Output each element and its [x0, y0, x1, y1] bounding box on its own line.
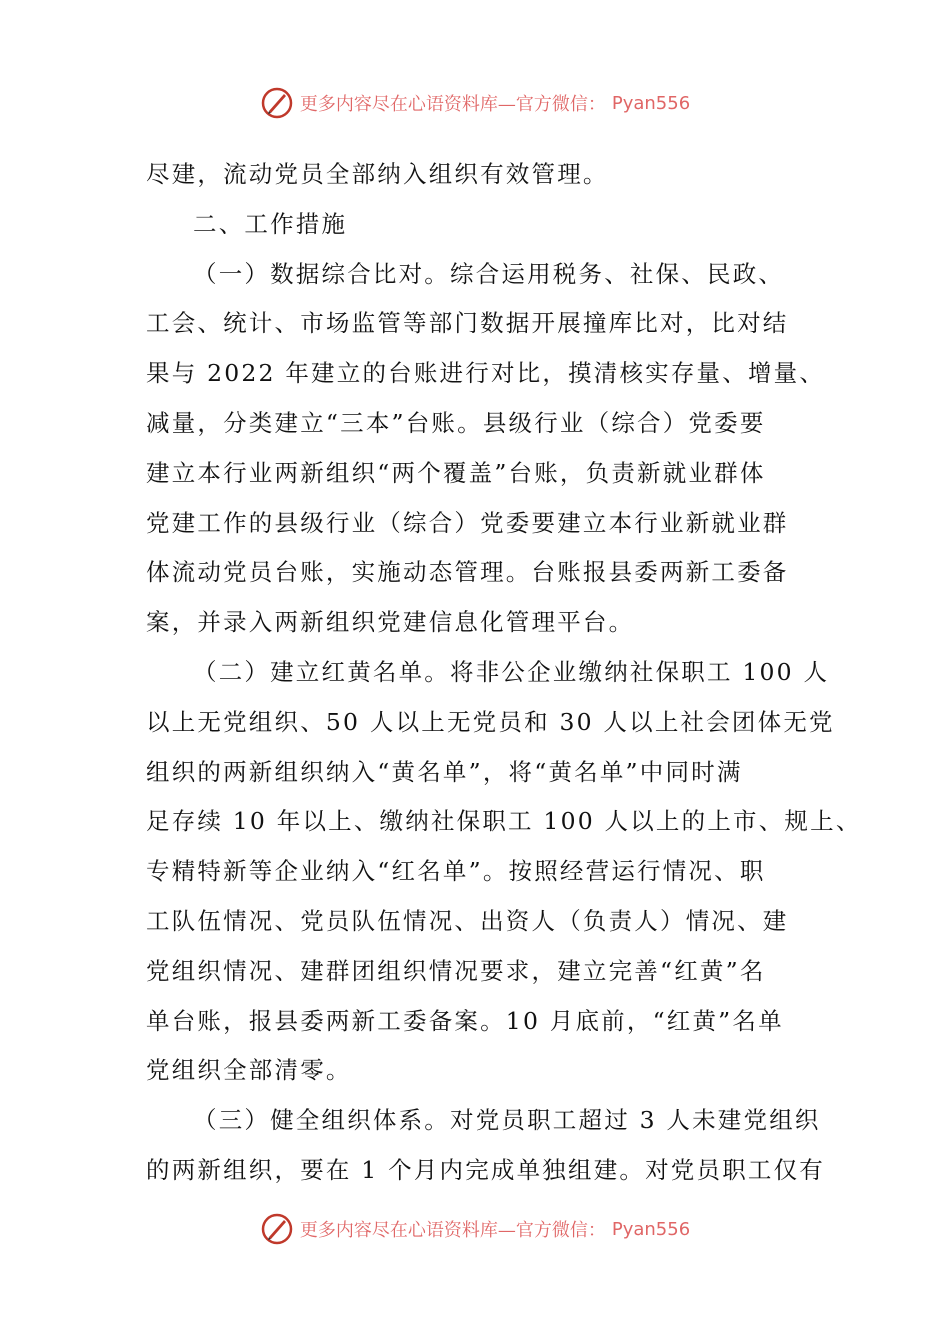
text-line: 以上无党组织、50 人以上无党员和 30 人以上社会团体无党: [146, 707, 835, 736]
watermark-wechat-id: Pyan556: [611, 92, 691, 114]
text-line: 工会、统计、市场监管等部门数据开展撞库比对，比对结: [146, 309, 789, 338]
text-line: 案，并录入两新组织党建信息化管理平台。: [146, 608, 635, 637]
text-line: 专精特新等企业纳入“红名单”。按照经营运行情况、职: [146, 857, 766, 886]
watermark-text: 更多内容尽在心语资料库—官方微信：: [299, 94, 606, 115]
text-line: 党建工作的县级行业（综合）党委要建立本行业新就业群: [146, 508, 789, 537]
text-line: 单台账，报县委两新工委备案。10 月底前，“红黄”名单: [146, 1006, 784, 1035]
header-watermark: [0, 86, 950, 120]
text-line: 足存续 10 年以上、缴纳社保职工 100 人以上的上市、规上、: [146, 807, 862, 836]
text-line: （二）建立红黄名单。将非公企业缴纳社保职工 100 人: [193, 657, 830, 686]
text-line: 果与 2022 年建立的台账进行对比，摸清核实存量、增量、: [146, 359, 826, 388]
text-line: 尽建，流动党员全部纳入组织有效管理。: [146, 160, 609, 188]
text-line: 党组织情况、建群团组织情况要求，建立完善“红黄”名: [146, 956, 766, 985]
footer-watermark: [0, 1212, 950, 1246]
text-line: 组织的两新组织纳入“黄名单”，将“黄名单”中同时满: [146, 757, 743, 786]
text-line: 工队伍情况、党员队伍情况、出资人（负责人）情况、建: [146, 906, 789, 935]
text-line: （三）健全组织体系。对党员职工超过 3 人未建党组织: [193, 1106, 821, 1135]
watermark-text: 更多内容尽在心语资料库—官方微信：: [299, 1220, 606, 1241]
text-line: （一）数据综合比对。综合运用税务、社保、民政、: [193, 259, 785, 288]
text-line: 党组织全部清零。: [146, 1056, 352, 1085]
section-heading: 二、工作措施: [193, 209, 348, 238]
quill-logo-icon: [260, 86, 294, 120]
quill-logo-icon: [260, 1212, 294, 1246]
watermark-wechat-id: Pyan556: [611, 1218, 691, 1240]
text-line: 减量，分类建立“三本”台账。县级行业（综合）党委要: [146, 408, 766, 437]
text-line: 的两新组织，要在 1 个月内完成单独组建。对党员职工仅有: [146, 1155, 825, 1184]
text-line: 体流动党员台账，实施动态管理。台账报县委两新工委备: [146, 558, 789, 587]
document-body: [146, 150, 862, 1196]
text-line: 建立本行业两新组织“两个覆盖”台账，负责新就业群体: [146, 458, 766, 487]
